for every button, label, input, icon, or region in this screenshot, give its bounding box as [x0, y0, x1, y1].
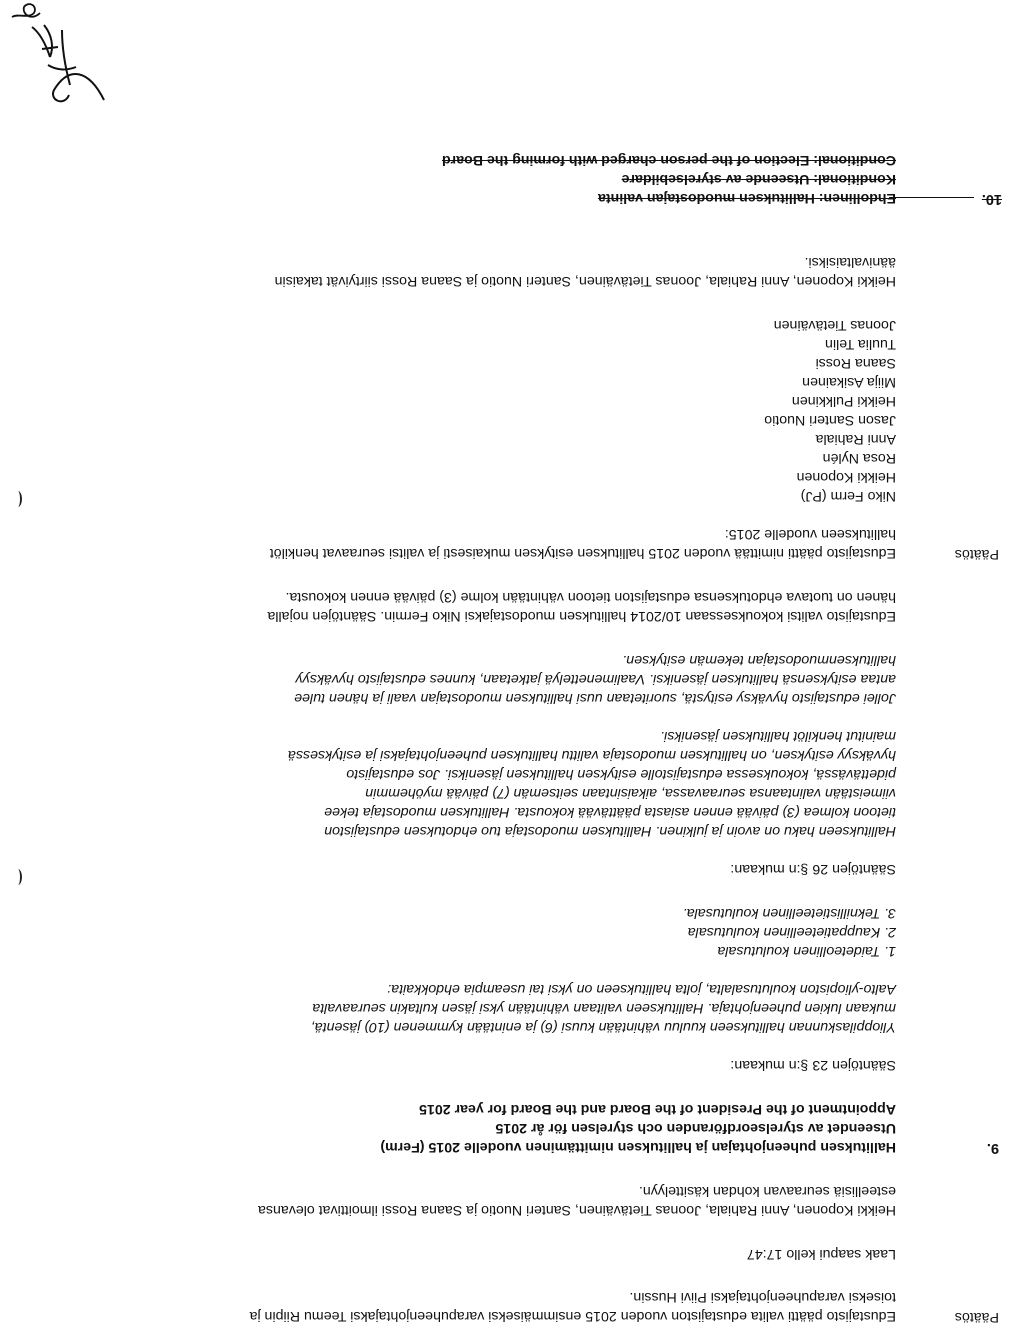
board-member: Rosa Nylén	[822, 450, 896, 466]
item-9-number: 9.	[986, 1140, 999, 1156]
rule-26-line: hyväksyy esityksen, on hallituksen muodostaja valittu hallituksen puheenjohtajaksi ja esityksessä	[287, 747, 896, 763]
rule-26-line: antaa esityksensä hallituksen jäseniksi. Vaalimenettelyä jatketaan, kunnes edustajisto hyväksyy	[295, 671, 896, 687]
rule-26-line: pidettävässä, kokouksessa edustajistolle esityksen hallituksen jäseniksi. Jos edustajisto	[346, 766, 896, 782]
board-member: Joonas Tietäväinen	[773, 317, 896, 333]
rule-23-line-3: Aalto-yliopiston koulutusalalta, jolta hallitukseen on yksi tai useampia ehdokkaita:	[387, 981, 896, 997]
board-member: Heikki Pulkkinen	[791, 393, 896, 409]
rule-23-list-item: 1. Taideteollinen koulutusala	[717, 943, 896, 959]
election-note-line-1: Edustajisto valitsi kokouksessaan 10/2014 hallituksen muodostajaksi Niko Fermin. Sääntöjen nojalla	[267, 608, 896, 624]
conflict-of-interest-line-2: esteellisiä seuraavan kohdan käsittelyyn.	[638, 1183, 896, 1199]
item-10-title-en: Conditional: Election of the person charged with forming the Board	[441, 152, 896, 168]
rule-26-heading: Sääntöjen 26 §:n mukaan:	[730, 861, 896, 877]
rule-26-line: Jollei edustajisto hyväksy esitystä, suoritetaan uusi hallituksen muodostajan vaali ja hänen tulee	[294, 690, 896, 706]
paatos-label: Päätös	[954, 1309, 999, 1325]
handwritten-initials	[4, 0, 124, 125]
board-member: Jason Santeri Nuotio	[764, 412, 896, 428]
rule-26-line: mainitut henkilöt hallituksen jäseniksi.	[660, 728, 896, 744]
voting-rights-line-1: Heikki Koponen, Anni Rahiala, Joonas Tietäväinen, Santeri Nuotio ja Saana Rossi siirtyivät takaisin	[274, 273, 896, 289]
rule-23-heading: Sääntöjen 23 §:n mukaan:	[730, 1057, 896, 1073]
rule-23-line-2: mukaan lukien puheenjohtaja. Hallitukseen valitaan vähintään yksi jäsen kultakin seuraavalta	[312, 1000, 896, 1016]
item-10-number: 10.	[981, 191, 1002, 207]
rule-23-line-1: Ylioppilaskunnan hallitukseen kuuluu vähintään kuusi (6) ja enintään kymmenen (10) jäsentä,	[310, 1019, 896, 1035]
voting-rights-line-2: äänivaltaisiksi.	[804, 254, 896, 270]
board-member: Niko Ferm (PJ)	[800, 488, 896, 504]
board-member: Anni Rahiala	[815, 431, 896, 447]
rule-26-line: tietoon kolmea (3) päivää ennen asiasta päättävää kokousta. Hallituksen muodostaja tekee	[324, 804, 896, 820]
item-10-title-sv: Konditional: Utseende av styrelsebildare	[621, 171, 896, 187]
item-10-title-fi: Ehdollinen: Hallituksen muodostajan valinta	[598, 190, 896, 206]
arrival-note: Laak saapui kello 17:47	[746, 1246, 896, 1262]
rule-26-line: hallituksenmuodostajan tekemän esityksen.	[622, 652, 896, 668]
election-note-line-2: hänen on tuotava ehdotuksensa edustajiston tietoon vähintään kolme (3) päivää ennen kokousta.	[285, 589, 896, 605]
item-9-title-sv: Utseendet av styrelseordföranden och styrelsen för år 2015	[495, 1120, 896, 1136]
board-member: Saana Rossi	[815, 355, 896, 371]
decision-board-line-2: hallitukseen vuodelle 2015:	[724, 526, 896, 542]
decision-vice-chairs-line-2: toiseksi varapuheenjohtajaksi Piivi Hussin.	[629, 1289, 896, 1305]
rule-23-list-item: 2. Kauppatieteellinen koulutusala	[687, 924, 896, 940]
hole-punch-mark	[14, 869, 22, 885]
rule-26-line: Hallitukseen haku on avoin ja julkinen. Hallituksen muodostaja tuo ehdotuksen edustajiston	[324, 823, 896, 839]
hole-punch-mark	[14, 491, 22, 507]
rule-23-list-item: 3. Teknillistieteellinen koulutusala.	[682, 905, 896, 921]
board-member: Heikki Koponen	[796, 469, 896, 485]
board-member: Tuulia Telin	[825, 336, 896, 352]
decision-vice-chairs-line-1: Edustajisto päätti valita edustajiston vuoden 2015 ensimmäiseksi varapuheenjohtajaksi Teemu Riipin ja	[249, 1308, 896, 1324]
paatos-label: Päätös	[954, 546, 999, 562]
board-member: Miija Asikainen	[802, 374, 896, 390]
item-9-title-fi: Hallituksen puheenjohtajan ja hallituksen nimittäminen vuodelle 2015 (Ferm)	[380, 1139, 896, 1155]
conflict-of-interest-line-1: Heikki Koponen, Anni Rahiala, Joonas Tietäväinen, Santeri Nuotio ja Saana Rossi ilmoittivat olevansa	[257, 1202, 896, 1218]
decision-board-line-1: Edustajisto päätti nimittää vuoden 2015 hallituksen esityksen mukaisesti ja valitsi seuraavat henkilöt	[269, 545, 896, 561]
item-9-title-en: Appointment of the President of the Board and the Board for year 2015	[419, 1101, 896, 1117]
rule-26-line: viimeistään valintaansa seuraavassa, aikaisintaan seitsemän (7) päivää myöhemmin	[365, 785, 896, 801]
strike-line	[889, 197, 974, 198]
